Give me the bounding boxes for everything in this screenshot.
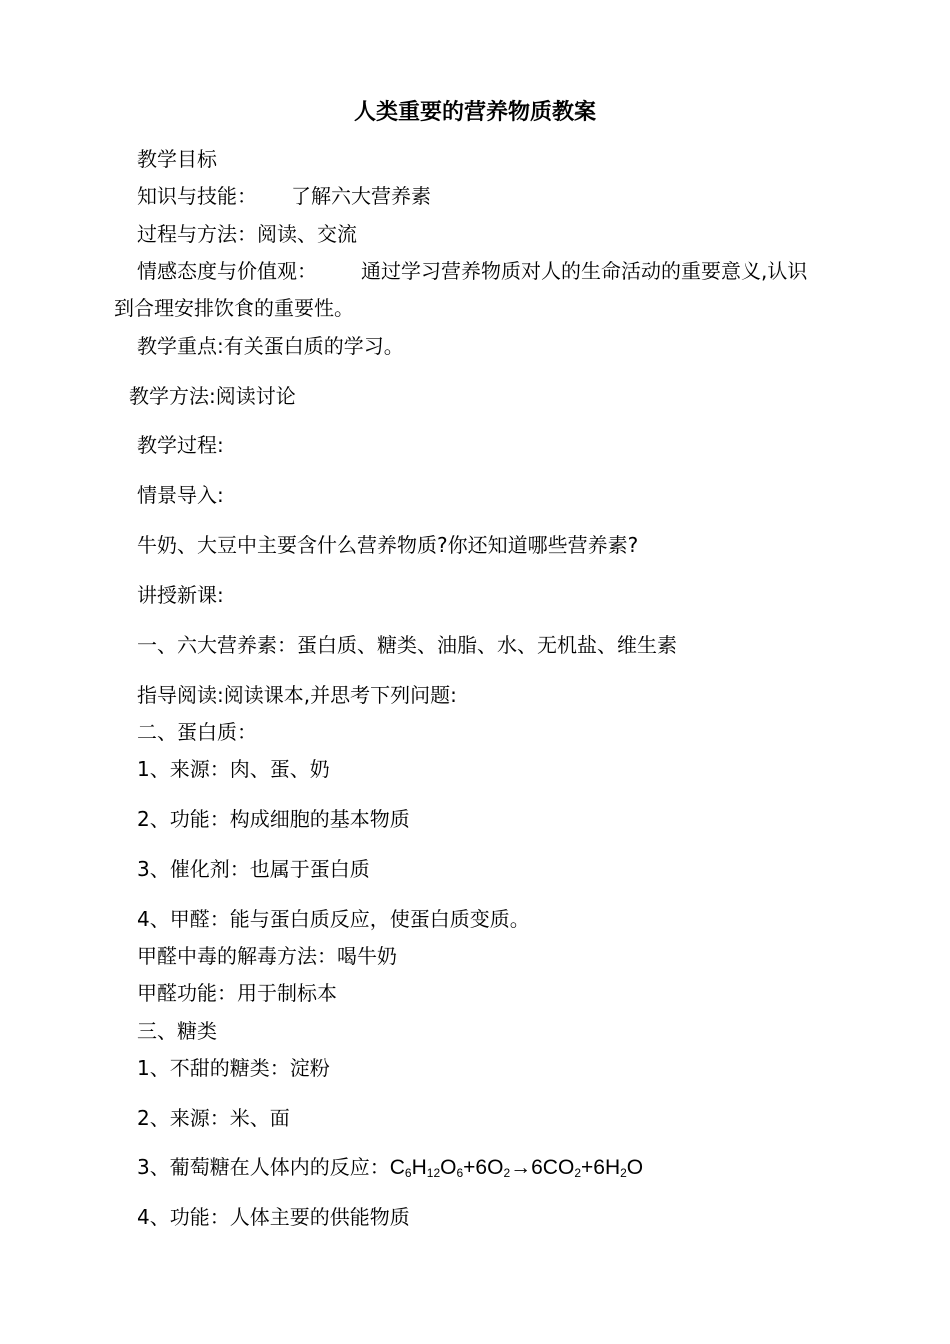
process-heading: 教学过程: [137, 433, 224, 457]
emotion-label: 情感态度与价值观： [137, 259, 317, 283]
sugar-item-source: 2、来源：米、面 [137, 1106, 290, 1130]
knowledge-text: 了解六大营养素 [291, 184, 431, 208]
method-line: 教学方法:阅读讨论 [129, 384, 296, 408]
page-title: 人类重要的营养物质教案 [353, 100, 596, 125]
formaldehyde-detox-line: 甲醛中毒的解毒方法：喝牛奶 [137, 944, 397, 968]
intro-heading: 情景导入: [137, 483, 224, 507]
protein-item-function: 2、功能：构成细胞的基本物质 [137, 807, 410, 831]
key-point-line: 教学重点:有关蛋白质的学习。 [137, 334, 404, 358]
formaldehyde-use-line: 甲醛功能：用于制标本 [137, 981, 337, 1005]
intro-question: 牛奶、大豆中主要含什么营养物质?你还知道哪些营养素? [137, 533, 639, 557]
sugar-heading: 三、糖类 [137, 1019, 217, 1043]
guided-reading-line: 指导阅读:阅读课本,并思考下列问题: [137, 683, 457, 707]
process-method-line: 过程与方法：阅读、交流 [137, 222, 357, 246]
protein-item-formaldehyde: 4、甲醛：能与蛋白质反应，使蛋白质变质。 [137, 907, 530, 931]
sugar-item-function: 4、功能：人体主要的供能物质 [137, 1205, 410, 1229]
emotion-text: 通过学习营养物质对人的生命活动的重要意义,认识 [361, 259, 808, 283]
six-nutrients-line: 一、六大营养素：蛋白质、糖类、油脂、水、无机盐、维生素 [137, 633, 677, 657]
protein-heading: 二、蛋白质： [137, 720, 257, 744]
objectives-heading: 教学目标 [137, 147, 217, 171]
emotion-continuation: 到合理安排饮食的重要性。 [114, 296, 354, 320]
protein-item-source: 1、来源：肉、蛋、奶 [137, 757, 330, 781]
glucose-formula: $C_6H_{12}O_6+6O_2\to 6CO_2+6H_2O$ [389, 1156, 644, 1180]
knowledge-label: 知识与技能： [137, 184, 257, 208]
knowledge-skills-line [137, 182, 431, 210]
sugar-item-glucose-reaction [137, 1153, 643, 1187]
emotion-line [137, 257, 807, 285]
protein-item-catalyst: 3、催化剂：也属于蛋白质 [137, 857, 370, 881]
new-lesson-heading: 讲授新课: [137, 583, 224, 607]
sugar-item-starch: 1、不甜的糖类：淀粉 [137, 1056, 330, 1080]
glucose-reaction-label: 3、葡萄糖在人体内的反应： [137, 1155, 390, 1179]
